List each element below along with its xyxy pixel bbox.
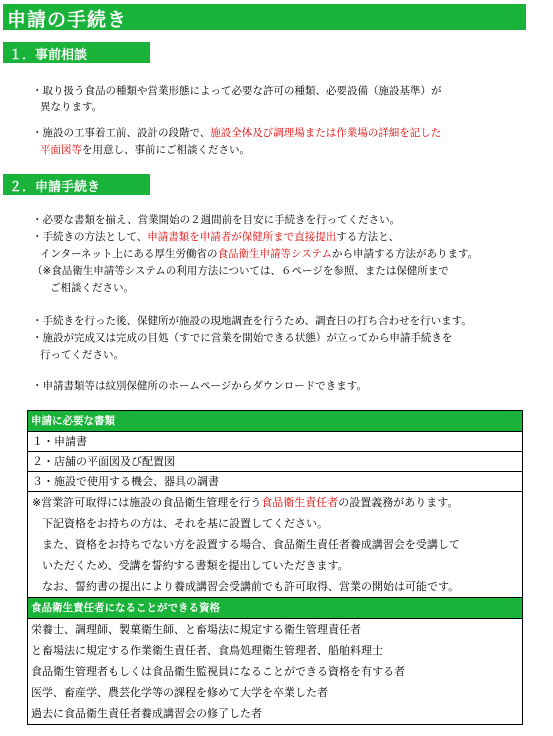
- required-document-item: １・申請書: [28, 431, 522, 451]
- text-segment: を用意し、事前にご相談ください。: [82, 144, 250, 156]
- required-document-item: ２・店舗の平面図及び配置図: [28, 451, 522, 471]
- section2-line9: ・申請書類等は紋別保健所のホームページからダウンロードできます。: [32, 380, 367, 392]
- section1-bullet1-line1: ・取り扱う食品の種類や営業形態によって必要な許可の種類、必要設備（施設基準）が: [32, 85, 442, 97]
- text-segment: ・手続きの方法として、: [32, 231, 148, 243]
- section2-heading: ２．申請手続き: [9, 180, 101, 195]
- text-segment: から申請する方法があります。: [332, 248, 479, 260]
- section1-bullet1-line2: 異なります。: [40, 101, 103, 113]
- qualification-item: 食品衛生管理者もしくは食品衛生監視員になることができる資格を有する者: [31, 665, 405, 678]
- qualification-item: 過去に食品衛生責任者養成講習会の修了した者: [31, 707, 262, 720]
- qualification-item: 医学、畜産学、農芸化学等の課程を修めて大学を卒業した者: [31, 686, 328, 699]
- section2-line6: ・手続きを行った後、保健所が施設の現地調査を行うため、調査日の打ち合わせを行います。: [32, 315, 472, 327]
- highlight-text: 食品衛生申請等システム: [217, 248, 333, 260]
- text-segment: する方法と、: [336, 231, 400, 243]
- note-line: なお、誓約書の提出により養成講習会受講前でも許可取得、営業の開始は可能です。: [42, 580, 460, 593]
- page-title: 申請の手続き: [7, 9, 128, 31]
- text-segment: ・施設の工事着工前、設計の段階で、: [32, 127, 211, 139]
- section1-heading: １．事前相談: [9, 48, 88, 63]
- section2-line1: ・必要な書類を揃え、営業開始の２週間前を目安に手続きを行ってください。: [32, 214, 401, 226]
- note-line: [32, 492, 522, 513]
- section2-line8: 行ってください。: [40, 349, 124, 361]
- highlight-text: 施設全体及び調理場または作業場の詳細を記した: [210, 127, 442, 139]
- section2-line7: ・施設が完成又は完成の目処（すでに営業を開始できる状態）が立ってから申請手続きを: [32, 332, 453, 344]
- text-segment: の設置義務があります。: [338, 496, 459, 509]
- requirement-note: [28, 491, 522, 597]
- section2-line2: [32, 230, 399, 244]
- note-line: 下記資格をお持ちの方は、それを基に設置してください。: [42, 517, 328, 530]
- section2-heading-bar: [3, 174, 150, 195]
- qualification-box: [27, 598, 523, 725]
- section2-line5: ご相談ください。: [50, 282, 134, 294]
- section2-line4: （※食品衛生申請等システムの利用方法については、６ページを参照、または保健所まで: [32, 265, 449, 277]
- section1-bullet2-line2: [40, 143, 250, 157]
- highlight-text: 平面図等: [40, 144, 82, 156]
- text-segment: ※営業許可取得には施設の食品衛生管理を行う: [32, 496, 262, 509]
- highlight-text: 申請書類を申請者が保健所まで直接提出: [147, 231, 337, 243]
- section1-heading-bar: [3, 42, 150, 63]
- note-line: また、資格をお持ちでない方を設置する場合、食品衛生責任者養成講習会を受講して: [42, 538, 460, 551]
- text-segment: インターネット上にある厚生労働省の: [40, 248, 218, 260]
- section2-line3: [40, 247, 478, 261]
- note-line: いただくため、受講を誓約する書類を提出していただきます。: [42, 559, 349, 572]
- required-documents-heading: 申請に必要な書類: [28, 411, 522, 431]
- required-document-item: ３・施設で使用する機会、器具の調書: [28, 471, 522, 491]
- highlight-text: 食品衛生責任者: [261, 496, 339, 509]
- page-title-bar: [3, 4, 526, 30]
- qualification-item: と畜場法に規定する作業衛生責任者、食鳥処理衛生管理者、船舶料理士: [31, 644, 383, 657]
- qualification-heading: 食品衛生責任者になることができる資格: [28, 598, 522, 618]
- section1-bullet2-line1: [32, 126, 441, 140]
- required-documents-box: [27, 410, 523, 598]
- qualification-item: 栄養士、調理師、製菓衛生師、と畜場法に規定する衛生管理責任者: [28, 618, 522, 640]
